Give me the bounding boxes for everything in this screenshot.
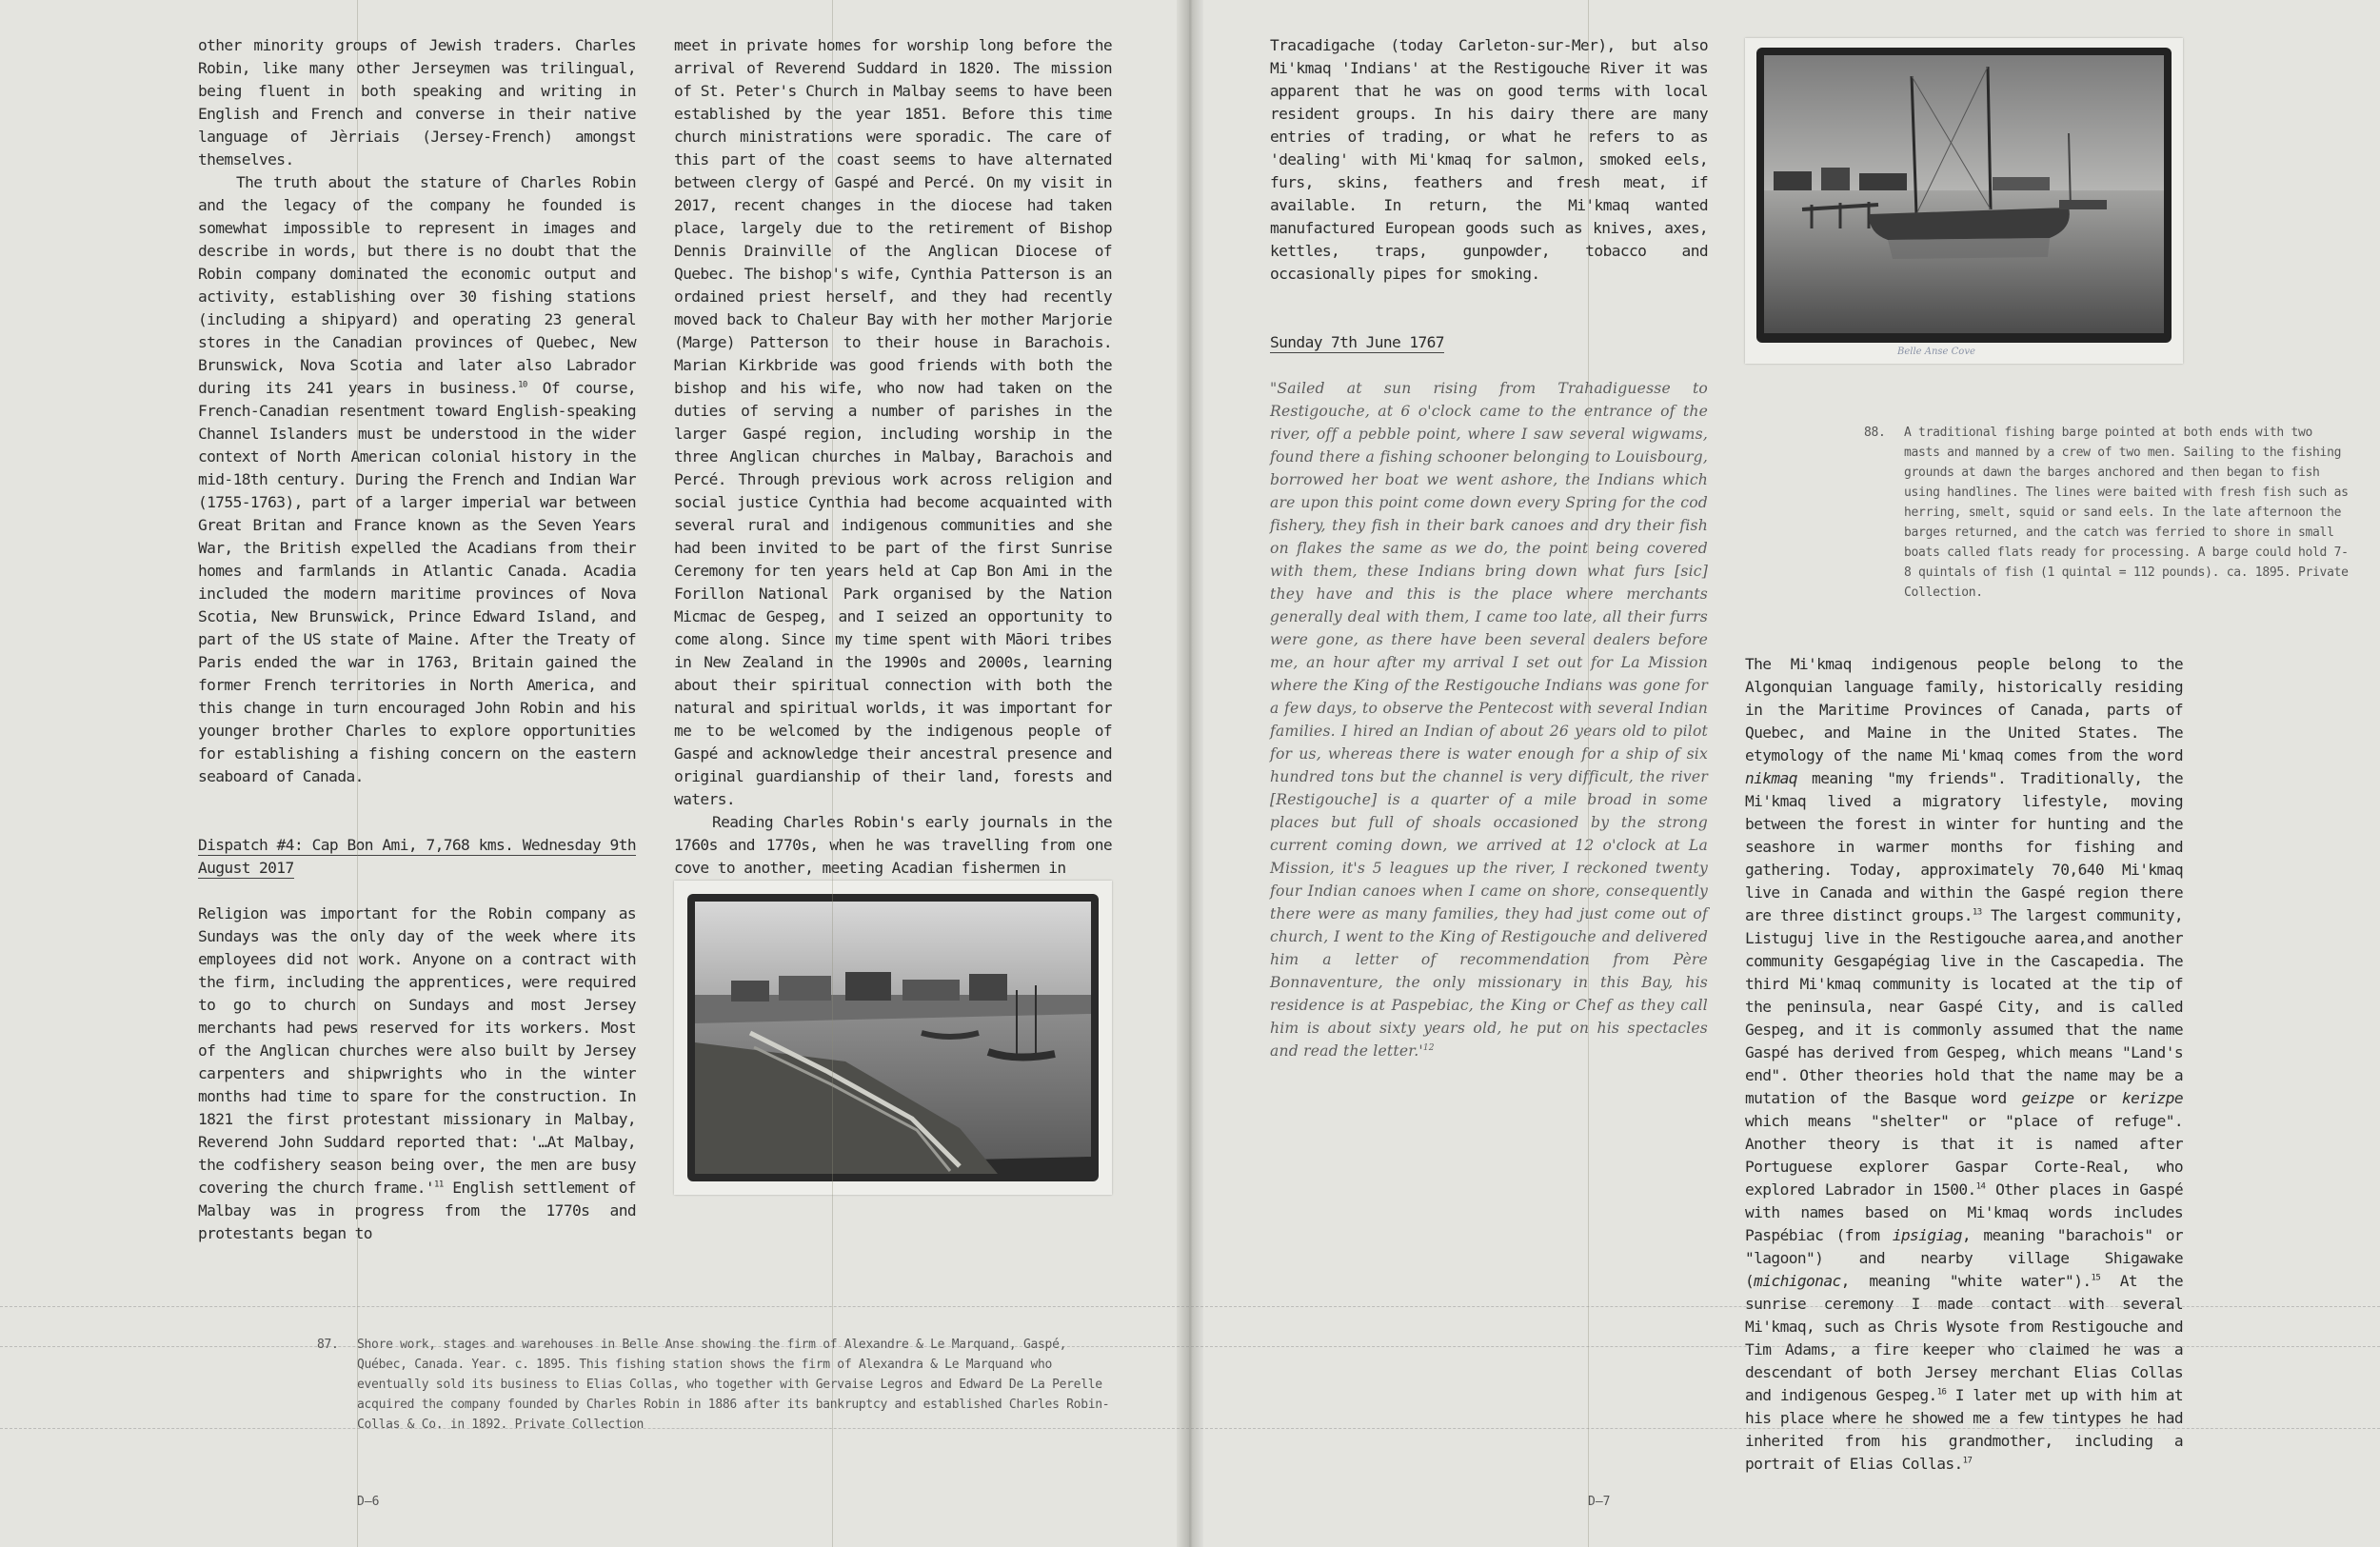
right-page [1194, 0, 2380, 1547]
footnote-ref-15[interactable]: 15 [2091, 1273, 2101, 1283]
sunday-heading: Sunday 7th June 1767 [1270, 333, 1444, 351]
right-col2-paragraph-1: The Mi'kmaq indigenous people belong to the Algonquian language family, historically residing in the Maritime Provinces of Canada, parts of Quebec, and Maine in the United States. The etymology of the name Mi'kmaq comes from the word nikmaq meaning "my friends". Traditionally, the Mi'kmaq lived a migratory lifestyle, moving between the forest in winter for hunting and the seashore in warmer months for fishing and gathering. Today, approximately 70,640 Mi'kmaq live in Canada and within the Gaspé region there are three distinct groups.$^{13}$ The largest community, Listuguj live in the Restigouche aarea,and another community Gesgapégiag live in the Cascapedia. The third Mi'kmaq community is located at the tip of the peninsula, near Gaspé City, and is called Gespeg, and it is commonly assumed that the name Gaspé has derived from Gespeg, which means "Land's end". Other theories hold that the name may be a mutation of the Basque word geizpe or kerizpe which means "shelter" or "place of refuge". Another theory is that it is named after Portuguese explorer Gaspar Corte-Real, who explored Labrador in 1500.14 Other places in Gaspé with names based on Mi'kmaq words includes Paspébiac (from ipsigiag, meaning "barachois" or "lagoon") and nearby village Shigawake (michigonac, meaning "white water").$^{15}$ At the sunrise ceremony I made contact with several Mi'kmaq, such as Chris Wysote from Restigouche and Tim Adams, a fire keeper who claimed he was a descendant of both Jersey merchant Elias Collas and indigenous Gespeg.$^{16}$ I later met up with him at his place where he showed me a few tintypes he had inherited from his grandmother, including a portrait of Elias Collas.$^{17}$ [1745, 655, 2183, 1473]
belle-anse-photo-image [674, 881, 1112, 1195]
left-col2-paragraph-1: meet in private homes for worship long before the arrival of Reverend Suddard in 1820. The mission of St. Peter's Church in Malbay seems to have been established by the year 1851. Before this time church ministrations were sporadic. The care of this part of the coast seems to have alternated between clergy of Gaspé and Percé. On my visit in 2017, recent changes in the diocese had taken place, largely due to the retirement of Bishop Dennis Drainville of the Anglican Diocese of Quebec. The bishop's wife, Cynthia Patterson is an ordained priest herself, and they had recently moved back to Chaleur Bay with her mother Marjorie (Marge) Patterson to their house in Barachois. Marian Kirkbride was good friends with both the bishop and his wife, who now had taken on the duties of serving a number of parishes in the larger Gaspé region, including worship in the three Anglican churches in Malbay, Barachois and Percé. Through previous work across religion and social justice Cynthia had become acquainted with several rural and indigenous communities and she had been invited to be part of the first Sunrise Ceremony for ten years held at Cap Bon Ami in the Forillon National Park organised by the Nation Micmac de Gespeg, and I seized an opportunity to come along. Since my time spent with Māori tribes in New Zealand in the 1990s and 2000s, learning about their spiritual connection with both the natural and spiritual worlds, it was important for me to be welcomed by the indigenous people of Gaspé and acknowledge their ancestral presence and original guardianship of their land, forests and waters. [674, 36, 1112, 808]
caption-88-text: A traditional fishing barge pointed at both ends with two masts and manned by a crew of two men. Sailing to the fishing grounds at dawn the barges anchored and then began to fish using handlines. The lines were baited with fresh fish such as herring, smelt, squid or sand eels. In the late afternoon the barges returned, and the catch was ferried to shore in small boats called flats ready for processing. A barge could hold 7-8 quintals of fish (1 quintal = 112 pounds). ca. 1895. Private Collection. [1904, 426, 2349, 600]
footnote-ref-14[interactable]: 14 [1975, 1181, 1986, 1192]
left-column-1 [198, 34, 636, 1245]
sunday-heading-block [1270, 331, 1708, 354]
caption-88 [1864, 423, 2355, 603]
footnote-ref-17[interactable]: 17 [1962, 1456, 1973, 1466]
guide-line [0, 1346, 2380, 1347]
footnote-ref-13[interactable]: 13 [1972, 907, 1982, 918]
footnote-ref-10[interactable]: 10 [518, 380, 527, 390]
left-column-2 [674, 34, 1112, 880]
guide-line [0, 1428, 2380, 1429]
left-col2-paragraph-2: Reading Charles Robin's early journals in the 1760s and 1770s, when he was travelling from one cove to another, meeting Acadian fishermen in [674, 813, 1112, 877]
footnote-ref-11[interactable]: 11 [434, 1180, 444, 1190]
caption-87-number: 87. [317, 1338, 339, 1352]
folio-right: D—7 [1588, 1495, 1611, 1509]
guide-line [832, 0, 833, 1547]
folio-left: D—6 [357, 1495, 380, 1509]
guide-line [1588, 0, 1589, 1547]
caption-87-text: Shore work, stages and warehouses in Belle Anse showing the firm of Alexandre & Le Marquand, Gaspé, Québec, Canada. Year. c. 1895. This fishing station shows the firm of Alexandra & Le Marquand who eventually sold its business to Elias Collas, who together with Gervaise Legros and Edward De La Perelle acquired the company founded by Charles Robin in 1886 after its bankruptcy and established Charles Robin-Collas & Co. in 1892. Private Collection [357, 1338, 1110, 1432]
left-col1-paragraph-3: Religion was important for the Robin company as Sundays was the only day of the week where its employees did not work. Anyone on a contract with the firm, including the apprentices, were required to go to church on Sundays and most Jersey merchants had pews reserved for its workers. Most of the Anglican churches were also built by Jersey carpenters and shipwrights who in the winter months had time to spare for the construction. In 1821 the first protestant missionary in Malbay, Reverend John Suddard reported that: '…At Malbay, the codfishery season being over, the men are busy covering the church $frame.'^{11}$ English settlement of Malbay was in progress from the 1770s and protestants began to [198, 904, 636, 1242]
dispatch-heading-block [198, 834, 636, 880]
dispatch-heading: Dispatch #4: Cap Bon Ami, 7,768 kms. Wednesday 9th August 2017 [198, 836, 636, 877]
right-column-1 [1270, 34, 1708, 1062]
footnote-ref-16[interactable]: 16 [1936, 1387, 1947, 1398]
right-col1-paragraph-1: Tracadigache (today Carleton-sur-Mer), but also Mi'kmaq 'Indians' at the Restigouche River it was apparent that he was on good terms with local resident groups. In his dairy there are many entries of trading, or what he refers to as 'dealing' with Mi'kmaq for salmon, smoked eels, furs, skins, feathers and fresh meat, if available. In return, the Mi'kmaq wanted manufactured European goods such as knives, axes, kettles, traps, gunpowder, tobacco and occasionally pipes for smoking. [1270, 36, 1708, 283]
caption-87 [317, 1335, 1112, 1435]
guide-line [0, 1306, 2380, 1307]
fishing-barge-photo-image [1745, 38, 2183, 364]
caption-88-number: 88. [1864, 426, 1886, 440]
photo-88-inscription: Belle Anse Cove [1897, 347, 1975, 357]
diary-quote: "Sailed at sun rising from Trahadiguesse to Restigouche, at 6 o'clock came to the entrance of the river, off a pebble point, where I saw several wigwams, found there a fishing schooner belonging to Louisbourg, borrowed her boat we went ashore, the Indians which are upon this point come down every Spring for the cod fishery, they fish in their bark canoes and dry their fish on flakes the same as we do, the point being covered with them, these Indians bring down what furs [sic] they have and this is the place where merchants generally deal with them, I came too late, all their furrs were gone, as there have been several dealers before me, an hour after my arrival I set out for La Mission where the King of the Restigouche Indians was gone for a few days, to observe the Pentecost with several Indian families. I hired an Indian of about 26 years old to pilot for us, whereas there is water enough for a ship of six hundred tons but the channel is very difficult, the river [Restigouche] is a quarter of a mile broad in some places but full of shoals occasioned by the strong current coming down, we arrived at 12 o'clock at La Mission, it's 5 leagues up the river, I reckoned twenty four Indian canoes when I came on shore, consequently there were as many families, they had just come out of church, I went to the King of Restigouche and delivered him a letter of recommendation from Père Bonnaventure, the only missionary in this Bay, his residence is at Paspebiac, the King or Chef as they call him is about sixty years old, he put on his spectacles and read the $letter.'^{12}$ [1270, 380, 1708, 1060]
left-col1-paragraph-2: The truth about the stature of Charles Robin and the legacy of the company he founded is somewhat impossible to represent in images and describe in words, but there is no doubt that the Robin company dominated the economic output and activity, establishing over 30 fishing stations (including a shipyard) and operating 23 general stores in the Canadian provinces of Quebec, New Brunswick, Nova Scotia and later also Labrador during its 241 years in business.$^{10}$ Of course, French-Canadian resentment toward English-speaking Channel Islanders must be understood in the wider context of North American colonial history in the mid-18th century. During the French and Indian War (1755-1763), part of a larger imperial war between Great Britan and France known as the Seven Years War, the British expelled the Acadians from their homes and farmlands in Atlantic Canada. Acadia included the modern maritime provinces of Nova Scotia, New Brunswick, Prince Edward Island, and part of the US state of Maine. After the Treaty of Paris ended the war in 1763, Britain gained the former French territories in North America, and this change in turn encouraged John Robin and his younger brother Charles to explore opportunities for establishing a fishing concern on the eastern seaboard of Canada. [198, 173, 637, 785]
photo-belle-anse-shore [674, 881, 1112, 1195]
photo-fishing-barge [1745, 38, 2183, 364]
footnote-ref-12[interactable]: 12 [1422, 1042, 1435, 1053]
guide-line [357, 0, 358, 1547]
left-page [0, 0, 1186, 1547]
right-column-2 [1745, 653, 2183, 1476]
book-gutter [1177, 0, 1203, 1547]
left-col1-paragraph-1: other minority groups of Jewish traders. Charles Robin, like many other Jerseymen was trilingual, being fluent in both speaking and writing in English and French and converse in their native language of Jèrriais (Jersey-French) amongst themselves. [198, 36, 636, 169]
